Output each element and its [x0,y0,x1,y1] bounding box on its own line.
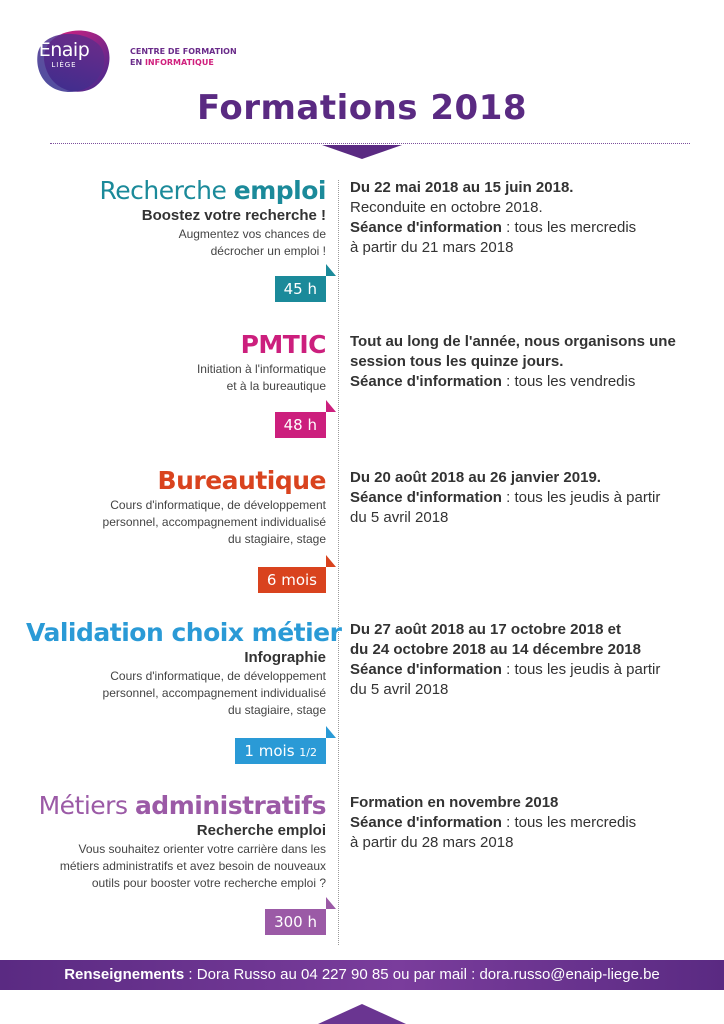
info-line: du 5 avril 2018 [350,509,449,526]
timeline-line [338,180,339,945]
desc-line: du stagiaire, stage [227,532,326,546]
title-light: Recherche [99,176,234,205]
info-line: Séance d'information : tous les jeudis à partir [350,661,661,678]
section-desc [26,361,326,395]
info-line: Formation en novembre 2018 [350,794,559,811]
info-line: Séance d'information : tous les mercredis [350,814,637,831]
section-subtitle: Recherche emploi [196,822,326,839]
section-subtitle: Infographie [244,649,326,666]
section-desc [0,841,326,892]
centre-line-2 [130,57,237,68]
info-line: du 24 octobre 2018 au 14 décembre 2018 [350,641,641,658]
badge-main: 1 mois [244,742,295,760]
section-subtitle: Boostez votre recherche ! [141,207,326,224]
desc-line: outils pour booster votre recherche emploi ? [91,876,326,890]
centre-accent: INFORMATIQUE [144,58,214,67]
desc-line: Cours d'informatique, de développement [110,498,326,512]
info-line: Du 22 mai 2018 au 15 juin 2018. [350,179,574,196]
section-right [350,332,700,392]
desc-line: personnel, accompagnement individualisé [102,686,326,700]
section-left [26,466,326,548]
info-line: Séance d'information : tous les vendredis [350,373,636,390]
section-desc [26,226,326,260]
section-right [350,620,700,700]
section-left [26,618,342,719]
section-title [26,466,326,496]
info-line: Séance d'information : tous les mercredis [350,219,637,236]
centre-line-1: CENTRE DE FORMATION [130,47,237,56]
badge-fraction: 1/2 [299,746,317,759]
duration-badge: 48 h [275,412,326,438]
section-left [26,330,326,395]
centre-prefix: EN [130,58,145,67]
desc-line: Cours d'informatique, de développement [110,669,326,683]
duration-badge [235,738,326,764]
title-bold: Validation choix métier [26,618,342,647]
title-bold: Bureautique [157,466,326,495]
footer-label: Renseignements [64,966,185,983]
info-line: du 5 avril 2018 [350,681,449,698]
section-title [26,176,326,206]
info-line: à partir du 28 mars 2018 [350,834,514,851]
desc-line: Augmentez vos chances de [178,227,326,241]
duration-badge: 300 h [265,909,326,935]
section-right [350,178,700,258]
duration-badge: 6 mois [258,567,326,593]
section-title [26,330,326,360]
desc-line: personnel, accompagnement individualisé [102,515,326,529]
section-left [0,791,326,892]
title-bold: administratifs [134,791,326,820]
desc-line: métiers administratifs et avez besoin de nouveaux [59,859,326,873]
centre-label [130,46,237,68]
desc-line: et à la bureautique [226,379,326,393]
footer-chevron [318,1004,406,1024]
info-line: session tous les quinze jours. [350,353,564,370]
info-line: Reconduite en octobre 2018. [350,199,543,216]
section-title [26,618,342,648]
section-desc [26,668,326,719]
header-divider [50,143,690,144]
info-line: Du 20 août 2018 au 26 janvier 2019. [350,469,601,486]
title-bold: emploi [233,176,326,205]
section-right [350,468,700,528]
section-title [0,791,326,821]
info-line: Du 27 août 2018 au 17 octobre 2018 et [350,621,621,638]
duration-badge: 45 h [275,276,326,302]
info-line: Tout au long de l'année, nous organisons une [350,333,676,350]
title-light: Métiers [38,791,135,820]
desc-line: du stagiaire, stage [227,703,326,717]
section-right [350,793,700,853]
header-chevron [322,145,402,159]
info-line: Séance d'information : tous les jeudis à partir [350,489,661,506]
section-desc [26,497,326,548]
section-left [26,176,326,260]
contact-footer [0,960,724,990]
desc-line: décrocher un emploi ! [210,244,326,258]
footer-contact: : Dora Russo au 04 227 90 85 ou par mail : dora.russo@enaip-liege.be [184,966,660,983]
logo-name: Enaip [38,39,90,61]
desc-line: Vous souhaitez orienter votre carrière dans les [78,842,326,856]
logo-city: LIÈGE [51,61,77,69]
desc-line: Initiation à l'informatique [196,362,326,376]
page-title: Formations 2018 [196,88,528,128]
logo-wordmark [36,40,92,69]
title-bold: PMTIC [240,330,326,359]
info-line: à partir du 21 mars 2018 [350,239,514,256]
